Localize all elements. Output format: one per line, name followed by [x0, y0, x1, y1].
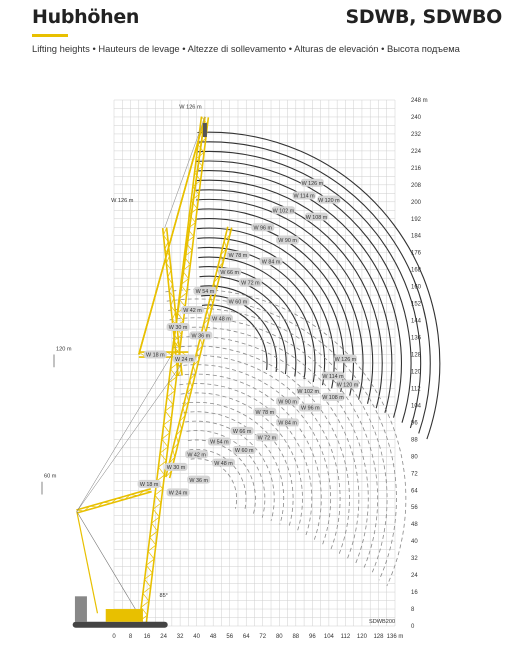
ghost-boom-lace [207, 310, 209, 318]
ghost-boom-lace [173, 449, 175, 457]
y-tick-label: 104 [411, 403, 422, 410]
y-tick-label: 144 [411, 318, 422, 325]
solid-curve-label: W 78 m [228, 253, 248, 260]
x-tick-label: 40 [193, 634, 200, 640]
luffing-jib-lace [166, 256, 169, 263]
solid-curve-label: W 120 m [318, 197, 340, 204]
superstructure [106, 609, 143, 622]
dashed-curve-label: W 36 m [189, 477, 209, 484]
y-tick-label: 128 [411, 352, 422, 359]
pendant-line [165, 117, 205, 228]
boom-60-lace [144, 491, 152, 492]
x-tick-label: 112 [340, 634, 351, 640]
y-tick-label: 0 [411, 624, 415, 630]
dashed-curve-label: W 72 m [257, 435, 277, 442]
y-tick-label: 24 [411, 573, 418, 580]
luffing-jib-lace [163, 228, 166, 235]
y-tick-label: 160 [411, 284, 422, 291]
y-tick-label: 40 [411, 539, 418, 546]
dashed-curve-label: W 126 m [334, 356, 357, 363]
luffing-jib-lace [172, 312, 175, 319]
ghost-boom-lace [183, 408, 185, 416]
main-boom-lace [167, 397, 173, 405]
x-tick-label: 0 [112, 634, 116, 640]
solid-curve-label: W 42 m [183, 308, 202, 315]
solid-curve-label: W 96 m [253, 225, 273, 232]
solid-curve-label: W 30 m [168, 325, 188, 332]
boom-60-lace [130, 495, 138, 496]
axes-layer [112, 98, 427, 640]
y-tick-label: 56 [411, 505, 418, 512]
solid-curve-label: W 60 m [228, 299, 248, 306]
hook-block [203, 123, 207, 137]
y-tick-label: 184 [411, 233, 422, 240]
y-tick-label: 200 [411, 199, 422, 206]
solid-curve-label: W 66 m [220, 269, 239, 276]
main-boom-lace [143, 593, 149, 601]
ghost-boom-lace [211, 296, 213, 304]
solid-curve-label: W 48 m [212, 316, 231, 323]
dashed-curve-label: W 54 m [210, 439, 229, 446]
solid-curve-label: W 102 m [272, 208, 295, 215]
x-tick-label: 8 [128, 634, 133, 640]
dashed-curve-label: W 90 m [278, 399, 297, 406]
luffing-jib-lace [171, 298, 174, 305]
solid-curve-label: W 126 m [301, 180, 324, 187]
dashed-curve-label: W 108 m [322, 395, 344, 402]
boom-60-lace [90, 506, 98, 507]
label-mast-60: 60 m [44, 473, 57, 480]
dashed-curve-label: W 24 m [168, 490, 188, 497]
y-tick-label: 208 [411, 182, 422, 189]
x-tick-label: 64 [242, 634, 250, 640]
model-name: SDWB, SDWBO [345, 6, 502, 28]
ghost-boom-lace [197, 352, 199, 360]
y-tick-label: 8 [411, 607, 415, 614]
solid-curve [196, 199, 372, 406]
solid-curve-label: W 72 m [241, 280, 260, 287]
label-main-boom-top: W 126 m [179, 104, 202, 111]
x-tick-label: 136 m [386, 634, 404, 640]
x-tick-label: 72 [259, 634, 267, 640]
x-tick-label: 24 [160, 634, 167, 640]
y-tick-label: 176 [411, 250, 422, 257]
y-tick-label: 216 [411, 165, 422, 172]
solid-curve [196, 171, 401, 418]
dashed-curve-label: W 78 m [255, 409, 275, 416]
label-boom-angle: 85° [159, 593, 168, 600]
dashed-curve-label: W 84 m [278, 420, 297, 427]
y-tick-label: 248 m [411, 98, 428, 104]
x-tick-label: 96 [309, 634, 316, 640]
crawler-track [73, 622, 168, 628]
curves-layer [165, 132, 439, 586]
y-tick-label: 88 [411, 437, 418, 444]
y-tick-label: 232 [411, 131, 422, 138]
ghost-boom-lace [193, 366, 195, 374]
x-tick-label: 32 [176, 634, 184, 640]
y-tick-label: 48 [411, 522, 418, 529]
y-tick-label: 136 [411, 335, 422, 342]
dashed-curve-label: W 18 m [139, 482, 159, 489]
y-tick-label: 112 [411, 386, 421, 393]
solid-curve-label: W 24 m [174, 356, 194, 363]
dashed-curve-label: W 114 m [322, 373, 344, 380]
main-boom-lace [155, 495, 161, 503]
solid-curve-label: W 114 m [293, 193, 315, 200]
ghost-boom-lace [224, 241, 226, 249]
solid-curve-label: W 54 m [195, 289, 215, 296]
y-tick-label: 96 [411, 420, 418, 427]
y-tick-label: 80 [411, 454, 418, 461]
solid-curve-label: W 36 m [191, 333, 211, 340]
dashed-curve-label: W 60 m [234, 448, 254, 455]
solid-curve-label: W 18 m [146, 352, 165, 359]
y-tick-label: 224 [411, 148, 422, 155]
main-boom-lace [145, 579, 151, 587]
y-tick-label: 168 [411, 267, 422, 274]
x-tick-label: 104 [323, 634, 334, 640]
dashed-curve-label: W 42 m [187, 452, 206, 459]
dashed-curve-label: W 48 m [214, 460, 233, 467]
y-tick-label: 240 [411, 114, 422, 121]
main-boom-lace [165, 411, 171, 419]
x-tick-label: 80 [275, 634, 283, 640]
dashed-curve-label: W 120 m [336, 382, 359, 389]
y-tick-label: 152 [411, 301, 422, 308]
dashed-curve-label: W 30 m [166, 465, 186, 472]
page-title: Hubhöhen [32, 6, 140, 28]
x-tick-label: 88 [292, 634, 300, 640]
boom-60-chord [76, 489, 150, 510]
x-tick-label: 120 [356, 634, 367, 640]
y-tick-label: 16 [411, 590, 418, 597]
y-tick-label: 64 [411, 488, 418, 495]
main-boom-lace [160, 453, 166, 461]
solid-curve-label: W 108 m [305, 214, 328, 221]
x-tick-label: 48 [209, 634, 217, 640]
page-subtitle: Lifting heights • Hauteurs de levage • Altezze di sollevamento • Alturas de elevación • Высота подъема [32, 43, 460, 54]
solid-curve-label: W 84 m [261, 259, 281, 266]
dashed-curve-label: W 102 m [297, 388, 320, 395]
luffing-jib-lace [168, 270, 171, 277]
solid-curve-label: W 90 m [278, 238, 297, 245]
y-tick-label: 32 [411, 556, 418, 563]
boom-60-lace [103, 502, 111, 503]
counterweight [75, 596, 87, 621]
y-tick-label: 72 [411, 471, 418, 478]
annotations-layer [42, 104, 395, 625]
label-chart-code: SDWB200 [369, 619, 396, 625]
label-luffing-top: W 126 m [111, 197, 134, 204]
x-tick-label: 16 [143, 634, 151, 640]
dashed-curve-label: W 96 m [300, 405, 320, 412]
y-tick-label: 192 [411, 216, 422, 223]
main-boom-lace [164, 425, 170, 433]
dashed-curve-label: W 66 m [232, 429, 252, 436]
x-tick-label: 56 [226, 634, 234, 640]
y-tick-label: 120 [411, 369, 422, 376]
label-mast-120: 120 m [56, 346, 72, 353]
x-tick-label: 128 [373, 634, 384, 640]
main-boom-lace [162, 439, 168, 447]
dashed-curve [179, 384, 311, 537]
